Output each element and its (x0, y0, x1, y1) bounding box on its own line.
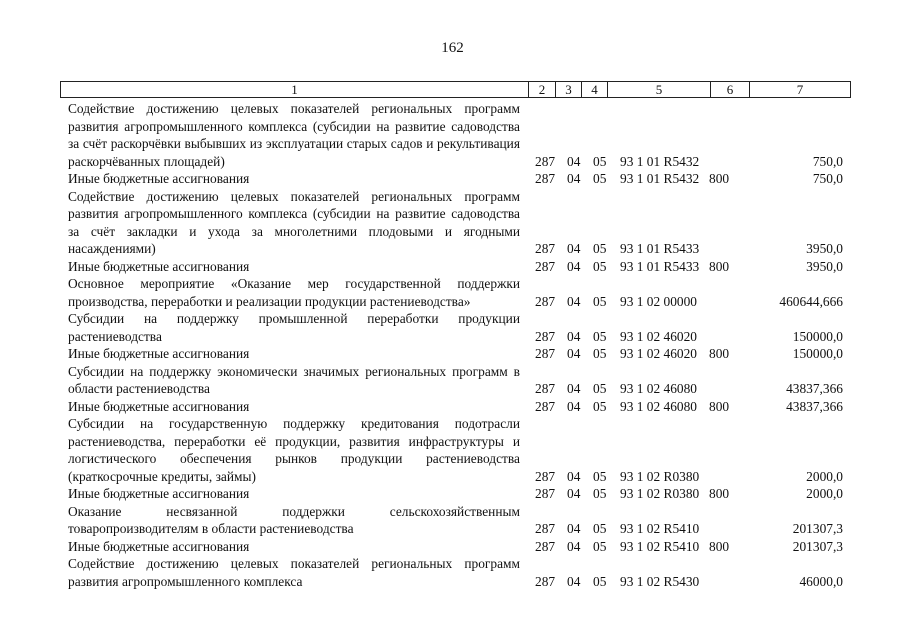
row-section: 04 (567, 293, 581, 309)
table-row (0, 310, 905, 345)
row-grbs: 287 (535, 573, 556, 589)
row-subsection: 05 (593, 521, 607, 536)
row-target-code: 93 1 02 R5410 (620, 538, 700, 554)
column-header-6: 6 (711, 82, 750, 98)
row-subsection: 05 (593, 486, 607, 501)
row-grbs: 287 (535, 346, 556, 361)
column-header-4: 4 (582, 82, 608, 98)
row-name: Содействие достижению целевых показателей региональных программ развития агропромышленного комплекса (субсидии на развитие садоводства за счёт раскорчёвки выбывших из эксплуатации старых садов и рекультивация раскорчёванных площадей) (68, 101, 520, 169)
row-subsection: 05 (593, 381, 607, 396)
row-grbs: 287 (535, 486, 556, 501)
budget-rows (0, 100, 905, 590)
row-amount: 3950,0 (806, 258, 843, 274)
row-codes (0, 258, 905, 276)
row-subsection: 05 (593, 241, 607, 256)
row-section: 04 (567, 171, 581, 186)
table-row (0, 170, 905, 188)
row-codes (0, 485, 905, 503)
row-expense-type: 800 (709, 171, 730, 186)
row-section: 04 (567, 398, 581, 414)
row-subsection: 05 (593, 346, 607, 361)
row-name: Оказание несвязанной поддержки сельскохозяйственным товаропроизводителям в области растениеводства (68, 503, 520, 536)
column-header-5: 5 (608, 82, 711, 98)
row-grbs: 287 (535, 258, 556, 274)
table-row (0, 363, 905, 398)
row-section: 04 (567, 328, 581, 344)
row-grbs: 287 (535, 153, 556, 169)
row-section: 04 (567, 468, 581, 484)
row-codes (0, 398, 905, 416)
row-amount: 150000,0 (792, 346, 843, 361)
row-codes (0, 538, 905, 556)
table-row (0, 258, 905, 276)
row-grbs: 287 (535, 398, 556, 414)
row-codes (0, 170, 905, 188)
table-row (0, 485, 905, 503)
row-codes (0, 240, 905, 258)
table-row (0, 275, 905, 310)
row-target-code: 93 1 02 00000 (620, 293, 697, 309)
row-name: Содействие достижению целевых показателей региональных программ развития агропромышленного комплекса (субсидии на развитие садоводства за счёт закладки и ухода за многолетними плодовыми и ягодными насаждениями) (68, 188, 520, 256)
table-row (0, 345, 905, 363)
row-codes (0, 468, 905, 486)
row-amount: 750,0 (812, 153, 843, 169)
row-amount: 201307,3 (792, 538, 843, 554)
row-target-code: 93 1 01 R5432 (620, 153, 700, 169)
row-expense-type: 800 (709, 538, 730, 554)
row-amount: 2000,0 (806, 486, 843, 501)
row-section: 04 (567, 258, 581, 274)
table-row (0, 100, 905, 170)
row-grbs: 287 (535, 468, 556, 484)
row-subsection: 05 (593, 293, 607, 309)
row-target-code: 93 1 01 R5433 (620, 241, 700, 256)
row-name: Содействие достижению целевых показателей региональных программ развития агропромышленного комплекса (68, 556, 520, 589)
row-subsection: 05 (593, 398, 607, 414)
row-expense-type: 800 (709, 346, 730, 361)
row-section: 04 (567, 573, 581, 589)
row-amount: 46000,0 (799, 573, 843, 589)
row-subsection: 05 (593, 468, 607, 484)
row-subsection: 05 (593, 171, 607, 186)
row-subsection: 05 (593, 573, 607, 589)
row-amount: 2000,0 (806, 468, 843, 484)
row-name: Иные бюджетные ассигнования (68, 398, 250, 414)
row-grbs: 287 (535, 293, 556, 309)
row-target-code: 93 1 01 R5432 (620, 171, 700, 186)
row-target-code: 93 1 02 R0380 (620, 468, 700, 484)
row-subsection: 05 (593, 258, 607, 274)
row-grbs: 287 (535, 381, 556, 396)
row-expense-type: 800 (709, 258, 730, 274)
table-row (0, 398, 905, 416)
column-header-3: 3 (556, 82, 582, 98)
row-codes (0, 153, 905, 171)
row-subsection: 05 (593, 538, 607, 554)
row-section: 04 (567, 241, 581, 256)
row-amount: 460644,666 (779, 293, 843, 309)
row-amount: 43837,366 (786, 398, 843, 414)
row-codes (0, 345, 905, 363)
column-header-row (61, 82, 851, 98)
page-number: 162 (441, 40, 464, 56)
row-target-code: 93 1 02 46080 (620, 381, 697, 396)
row-section: 04 (567, 381, 581, 396)
table-row (0, 503, 905, 538)
row-amount: 43837,366 (786, 381, 843, 396)
row-target-code: 93 1 01 R5433 (620, 258, 700, 274)
row-target-code: 93 1 02 46080 (620, 398, 697, 414)
row-amount: 150000,0 (792, 328, 843, 344)
column-header-2: 2 (529, 82, 556, 98)
column-header-7: 7 (750, 82, 851, 98)
row-expense-type: 800 (709, 398, 730, 414)
row-codes (0, 293, 905, 311)
row-name: Иные бюджетные ассигнования (68, 346, 250, 361)
row-name: Субсидии на государственную поддержку кредитования подотрасли растениеводства, переработки её продукции, развития инфраструктуры и логистического обеспечения рынков продукции растениеводства (краткосрочные кредиты, займы) (68, 416, 520, 484)
row-target-code: 93 1 02 R5410 (620, 521, 700, 536)
row-subsection: 05 (593, 153, 607, 169)
row-name: Иные бюджетные ассигнования (68, 486, 250, 501)
row-target-code: 93 1 02 R0380 (620, 486, 700, 501)
row-name: Иные бюджетные ассигнования (68, 258, 250, 274)
row-section: 04 (567, 486, 581, 501)
row-codes (0, 520, 905, 538)
column-header-table (60, 81, 851, 98)
table-row (0, 415, 905, 485)
row-target-code: 93 1 02 R5430 (620, 573, 700, 589)
row-section: 04 (567, 521, 581, 536)
row-name: Субсидии на поддержку экономически значимых региональных программ в области растениеводства (68, 363, 520, 396)
row-amount: 201307,3 (792, 521, 843, 536)
column-header-1: 1 (61, 82, 529, 98)
row-codes (0, 573, 905, 591)
row-name: Иные бюджетные ассигнования (68, 171, 250, 186)
table-row (0, 538, 905, 556)
row-target-code: 93 1 02 46020 (620, 346, 697, 361)
row-section: 04 (567, 153, 581, 169)
row-amount: 750,0 (812, 171, 843, 186)
row-grbs: 287 (535, 328, 556, 344)
row-subsection: 05 (593, 328, 607, 344)
table-row (0, 188, 905, 258)
row-target-code: 93 1 02 46020 (620, 328, 697, 344)
row-grbs: 287 (535, 521, 556, 536)
row-name: Субсидии на поддержку промышленной переработки продукции растениеводства (68, 311, 520, 344)
row-name: Основное мероприятие «Оказание мер государственной поддержки производства, переработки и реализации продукции растениеводства» (68, 276, 520, 309)
row-amount: 3950,0 (806, 241, 843, 256)
row-codes (0, 380, 905, 398)
table-row (0, 555, 905, 590)
row-section: 04 (567, 346, 581, 361)
row-expense-type: 800 (709, 486, 730, 501)
row-codes (0, 328, 905, 346)
row-grbs: 287 (535, 538, 556, 554)
row-name: Иные бюджетные ассигнования (68, 538, 250, 554)
row-section: 04 (567, 538, 581, 554)
row-grbs: 287 (535, 171, 556, 186)
row-grbs: 287 (535, 241, 556, 256)
